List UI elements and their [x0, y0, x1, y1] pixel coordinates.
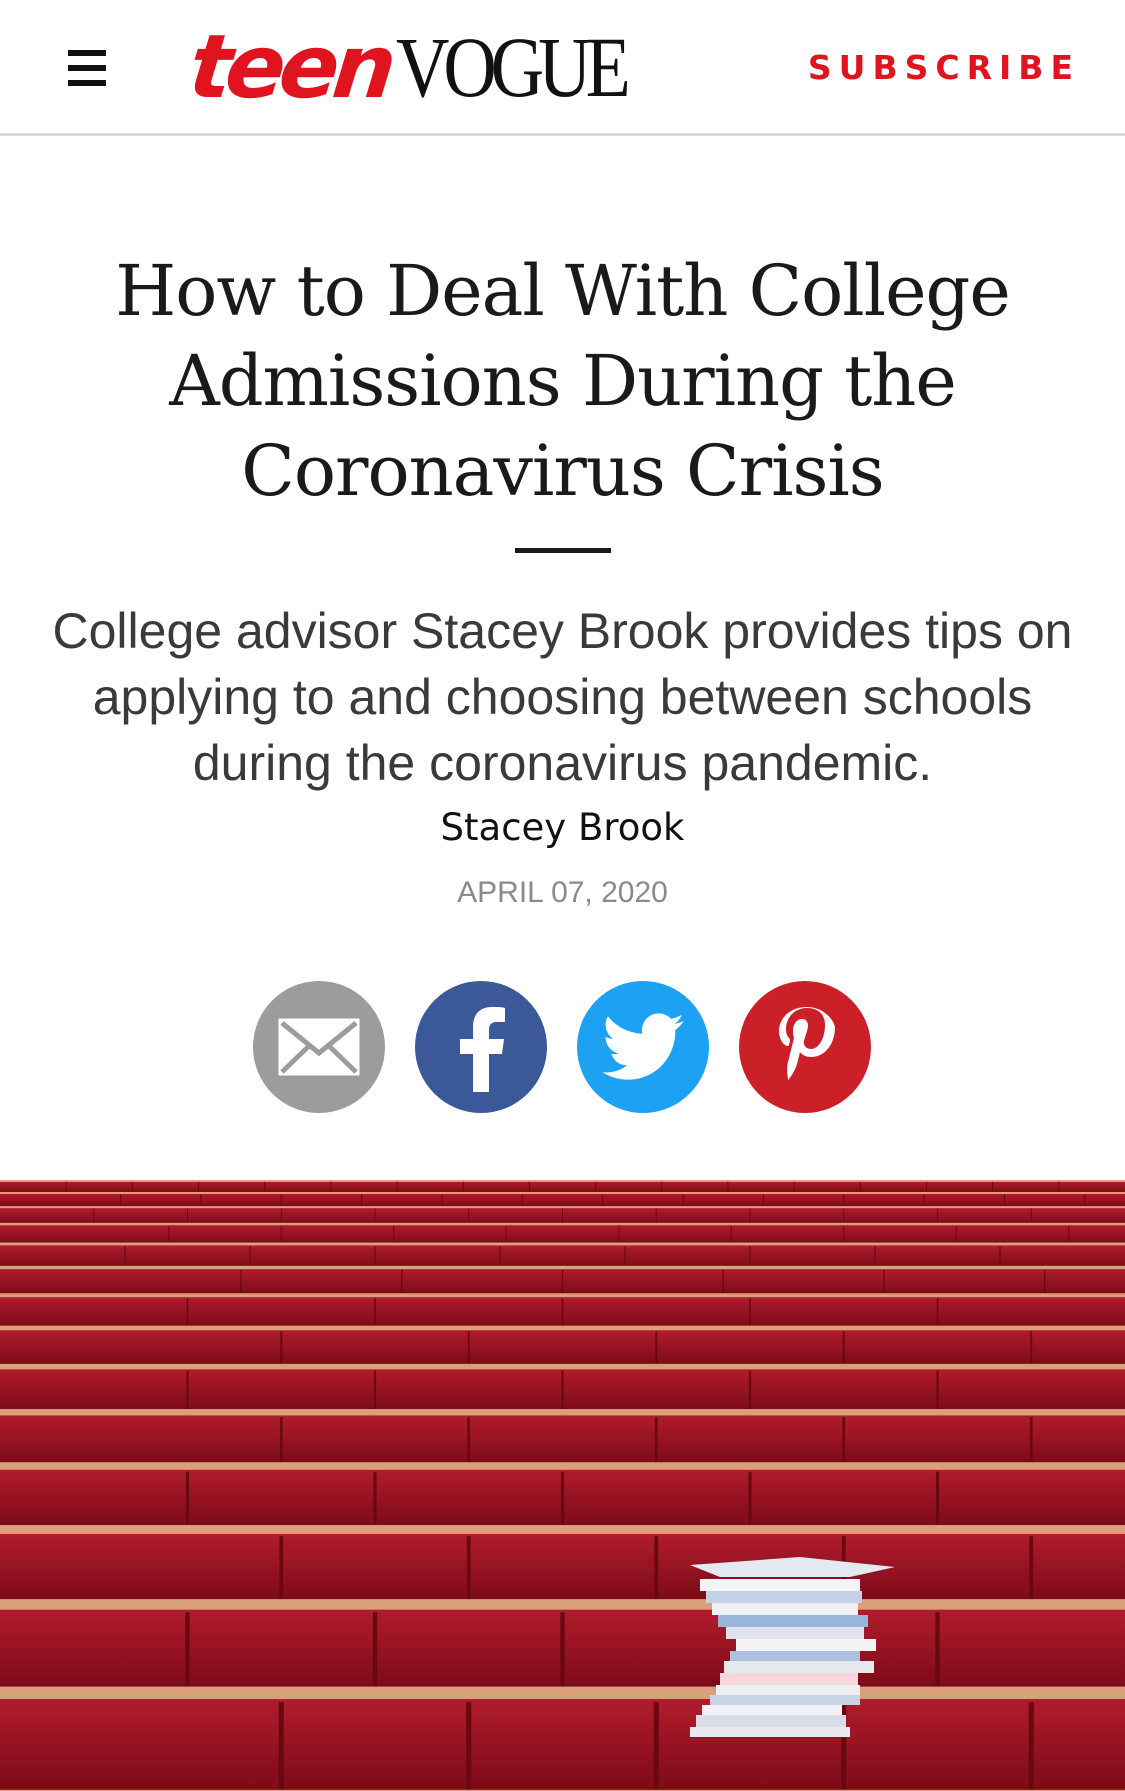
desk-edge [0, 1266, 1125, 1269]
seat-row [0, 1326, 1125, 1364]
twitter-icon [602, 1013, 684, 1081]
share-buttons [253, 981, 873, 1113]
subscribe-link[interactable]: SUBSCRIBE [807, 48, 1080, 87]
desk-edge [0, 1326, 1125, 1331]
logo-vogue-text: VOGUE [396, 19, 625, 115]
seat-row [0, 1192, 1125, 1206]
desk-edge [0, 1192, 1125, 1194]
publish-date: APRIL 07, 2020 [457, 876, 668, 909]
article-title: How to Deal With College Admissions During the Coronavirus Crisis [115, 250, 1010, 512]
desk-edge [0, 1293, 1125, 1297]
title-divider [515, 548, 611, 553]
desk-edge [0, 1462, 1125, 1470]
desk-edge [0, 1180, 1125, 1182]
email-icon [277, 1017, 361, 1077]
desk-edge [0, 1206, 1125, 1208]
lecture-hall-photo [0, 1180, 1125, 1791]
hamburger-menu-icon[interactable] [68, 50, 106, 88]
pinterest-icon [774, 1005, 836, 1089]
logo-teen-text: teen [184, 15, 396, 118]
desk-edge [0, 1687, 1125, 1699]
article-dek: College advisor Stacey Brook provides tips on applying to and choosing between schools during the coronavirus pandemic. [52, 603, 1073, 791]
author-byline[interactable]: Stacey Brook [440, 806, 685, 849]
teen-vogue-logo[interactable] [184, 15, 662, 118]
share-facebook-button[interactable] [415, 981, 547, 1113]
desk-edge [0, 1525, 1125, 1534]
seat-row [0, 1687, 1125, 1790]
seat-row [0, 1409, 1125, 1462]
seat-row [0, 1243, 1125, 1266]
desk-edge [0, 1599, 1125, 1609]
desk-edge [0, 1223, 1125, 1225]
share-email-button[interactable] [253, 981, 385, 1113]
desk-edge [0, 1364, 1125, 1369]
share-twitter-button[interactable] [577, 981, 709, 1113]
facebook-icon [451, 1002, 511, 1092]
seat-row [0, 1525, 1125, 1599]
hero-image [0, 1180, 1125, 1791]
desk-edge [0, 1243, 1125, 1246]
share-pinterest-button[interactable] [739, 981, 871, 1113]
desk-edge [0, 1409, 1125, 1415]
site-header [0, 0, 1125, 136]
